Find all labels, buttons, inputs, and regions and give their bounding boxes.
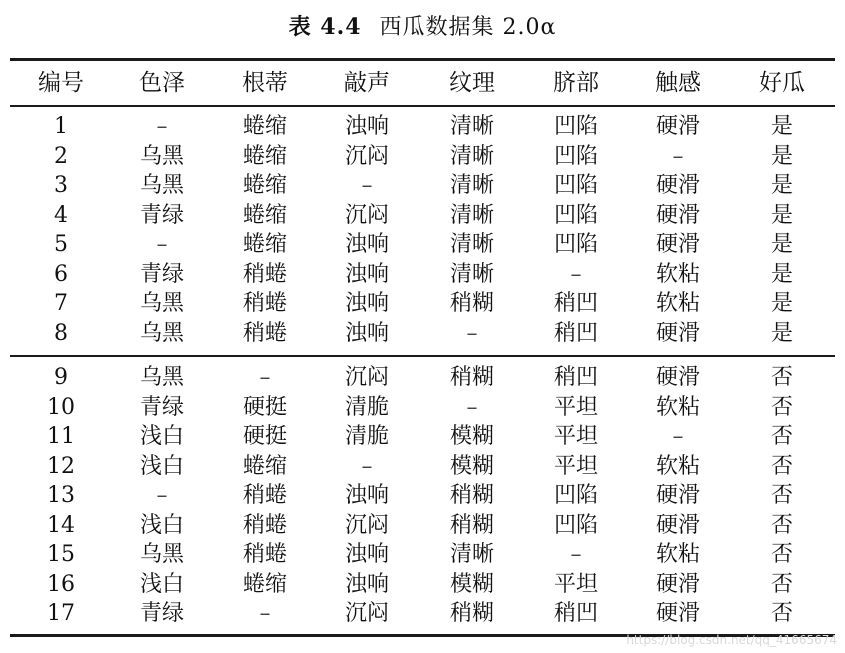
table-cell-navel: 平坦: [553, 571, 598, 597]
table-cell-root: 蜷缩: [242, 143, 287, 169]
table-cell-sound: 沉闷: [344, 365, 389, 390]
table-cell-root: 稍蜷: [242, 483, 287, 508]
table-cell-touch: 软粘: [655, 291, 700, 316]
table-cell-root: 蜷缩: [242, 232, 287, 257]
table-row: [10, 570, 835, 600]
table-cell-touch: 软粘: [655, 542, 700, 567]
table-cell-color: 乌黑: [139, 320, 184, 346]
table-cell-texture: 清晰: [449, 542, 494, 567]
table-cell-sound: 沉闷: [344, 512, 389, 538]
table-caption: [0, 10, 845, 41]
table-cell-texture: 清晰: [449, 261, 494, 287]
table-cell-id: 14: [47, 512, 75, 538]
table-cell-root: 蜷缩: [242, 202, 287, 228]
table-cell-navel: 凹陷: [553, 114, 598, 139]
table-cell-label: 是: [770, 320, 793, 346]
group-separator-rule: [10, 355, 835, 357]
table-cell-texture: 模糊: [449, 571, 494, 597]
table-cell-color: 青绿: [139, 202, 184, 228]
table-row: [10, 481, 835, 511]
table-row: [10, 319, 835, 349]
table-cell-texture: 稍糊: [449, 601, 494, 626]
table-cell-navel: 凹陷: [553, 173, 598, 198]
table-cell-color: 青绿: [139, 601, 184, 626]
table-cell-navel: –: [570, 542, 582, 567]
table-cell-label: 否: [770, 394, 793, 420]
table-cell-label: 否: [770, 365, 793, 390]
table-cell-id: 2: [54, 143, 68, 169]
table-cell-label: 是: [770, 173, 793, 198]
header-col-sound: 敲声: [344, 70, 390, 96]
table-cell-label: 是: [770, 232, 793, 257]
table-cell-sound: 浊响: [344, 291, 389, 316]
table-cell-id: 9: [54, 365, 68, 390]
table-cell-navel: –: [570, 261, 582, 287]
table-cell-root: 稍蜷: [242, 512, 287, 538]
header-col-touch: 触感: [655, 70, 701, 96]
table-cell-id: 6: [54, 261, 68, 287]
table-cell-root: 稍蜷: [242, 320, 287, 346]
table-cell-color: –: [156, 483, 168, 508]
table-cell-navel: 稍凹: [553, 601, 598, 626]
table-cell-sound: –: [361, 173, 373, 198]
table-cell-color: 浅白: [139, 571, 184, 597]
table-header-row: [10, 62, 835, 104]
table-cell-label: 是: [770, 202, 793, 228]
table-cell-sound: 浊响: [344, 232, 389, 257]
table-cell-root: –: [259, 601, 271, 626]
table-cell-navel: 凹陷: [553, 232, 598, 257]
header-col-root: 根蒂: [242, 70, 288, 96]
table-cell-label: 否: [770, 453, 793, 479]
table-cell-label: 是: [770, 143, 793, 169]
table-cell-id: 4: [54, 202, 68, 228]
table-cell-navel: 凹陷: [553, 143, 598, 169]
table-cell-label: 否: [770, 424, 793, 449]
table-cell-color: 乌黑: [139, 173, 184, 198]
table-cell-id: 12: [47, 453, 75, 479]
table-cell-texture: 清晰: [449, 173, 494, 198]
table-cell-id: 10: [47, 394, 75, 420]
table-cell-color: 浅白: [139, 512, 184, 538]
table-row: [10, 540, 835, 570]
table-cell-id: 7: [54, 291, 68, 316]
header-col-id: 编号: [38, 70, 84, 96]
table-cell-texture: 稍糊: [449, 483, 494, 508]
table-cell-texture: 清晰: [449, 202, 494, 228]
table-cell-touch: 硬滑: [655, 173, 700, 198]
table-cell-label: 是: [770, 114, 793, 139]
table-cell-id: 8: [54, 320, 68, 346]
table-cell-id: 1: [54, 114, 68, 139]
table-cell-id: 17: [47, 601, 75, 626]
table-cell-texture: 稍糊: [449, 291, 494, 316]
table-cell-color: 乌黑: [139, 291, 184, 316]
table-cell-texture: 清晰: [449, 232, 494, 257]
table-cell-navel: 凹陷: [553, 512, 598, 538]
table-cell-sound: 浊响: [344, 261, 389, 287]
table-cell-color: –: [156, 114, 168, 139]
table-cell-root: 硬挺: [242, 394, 287, 420]
table-cell-root: 稍蜷: [242, 261, 287, 287]
table-cell-touch: 软粘: [655, 394, 700, 420]
table-cell-texture: 模糊: [449, 453, 494, 479]
table-row: [10, 422, 835, 452]
table-cell-navel: 平坦: [553, 394, 598, 420]
table-cell-color: 青绿: [139, 261, 184, 287]
table-cell-label: 否: [770, 601, 793, 626]
table-cell-sound: 浊响: [344, 320, 389, 346]
table-cell-sound: 沉闷: [344, 202, 389, 228]
table-cell-id: 5: [54, 232, 68, 257]
table-cell-touch: –: [672, 424, 684, 449]
table-cell-root: 稍蜷: [242, 542, 287, 567]
table-cell-color: 乌黑: [139, 542, 184, 567]
header-col-label: 好瓜: [759, 70, 805, 96]
table-cell-sound: 清脆: [344, 424, 389, 449]
table-cell-texture: 清晰: [449, 114, 494, 139]
top-rule: [10, 58, 835, 61]
table-cell-texture: 稍糊: [449, 365, 494, 390]
table-cell-navel: 稍凹: [553, 291, 598, 316]
table-row: [10, 260, 835, 290]
table-cell-sound: 浊响: [344, 114, 389, 139]
table-cell-root: 蜷缩: [242, 173, 287, 198]
table-cell-sound: 浊响: [344, 571, 389, 597]
table-cell-id: 11: [47, 424, 75, 449]
table-cell-root: 硬挺: [242, 424, 287, 449]
table-cell-id: 15: [47, 542, 75, 567]
table-cell-label: 是: [770, 261, 793, 287]
table-row: [10, 289, 835, 319]
table-cell-touch: 硬滑: [655, 202, 700, 228]
table-cell-root: 稍蜷: [242, 291, 287, 316]
table-number: 表 4.4: [288, 14, 362, 40]
table-cell-sound: 沉闷: [344, 601, 389, 626]
table-cell-touch: 硬滑: [655, 320, 700, 346]
table-cell-touch: 硬滑: [655, 601, 700, 626]
table-cell-id: 3: [54, 173, 68, 198]
table-cell-color: 乌黑: [139, 143, 184, 169]
table-cell-touch: 硬滑: [655, 114, 700, 139]
table-row: [10, 230, 835, 260]
table-cell-touch: 硬滑: [655, 483, 700, 508]
table-cell-navel: 稍凹: [553, 365, 598, 390]
table-row: [10, 201, 835, 231]
table-row: [10, 599, 835, 629]
table-row: [10, 452, 835, 482]
table-row: [10, 171, 835, 201]
header-col-color: 色泽: [139, 70, 185, 96]
header-rule: [10, 105, 835, 107]
table-cell-color: 浅白: [139, 453, 184, 479]
table-cell-sound: 沉闷: [344, 143, 389, 169]
table-cell-id: 13: [47, 483, 75, 508]
table-cell-color: 乌黑: [139, 365, 184, 390]
table-cell-label: 否: [770, 571, 793, 597]
table-cell-label: 是: [770, 291, 793, 316]
table-row: [10, 363, 835, 393]
table-cell-root: 蜷缩: [242, 453, 287, 479]
table-cell-color: 浅白: [139, 424, 184, 449]
table-cell-touch: 硬滑: [655, 512, 700, 538]
table-cell-touch: 硬滑: [655, 232, 700, 257]
watermark: https://blog.csdn.net/qq_41665674: [626, 633, 837, 647]
table-cell-touch: 硬滑: [655, 571, 700, 597]
table-cell-color: –: [156, 232, 168, 257]
table-cell-sound: 浊响: [344, 542, 389, 567]
table-cell-navel: 凹陷: [553, 483, 598, 508]
header-col-texture: 纹理: [449, 70, 495, 96]
header-col-navel: 脐部: [553, 70, 599, 96]
table-cell-navel: 凹陷: [553, 202, 598, 228]
table-cell-texture: 稍糊: [449, 512, 494, 538]
table-cell-root: 蜷缩: [242, 114, 287, 139]
table-cell-texture: 模糊: [449, 424, 494, 449]
table-row: [10, 112, 835, 142]
table-cell-navel: 平坦: [553, 453, 598, 479]
table-cell-texture: –: [466, 320, 478, 346]
table-row: [10, 393, 835, 423]
table-cell-root: –: [259, 365, 271, 390]
table-cell-touch: –: [672, 143, 684, 169]
table-cell-sound: –: [361, 453, 373, 479]
table-cell-label: 否: [770, 483, 793, 508]
table-cell-label: 否: [770, 512, 793, 538]
table-cell-id: 16: [47, 571, 75, 597]
table-cell-texture: 清晰: [449, 143, 494, 169]
table-row: [10, 511, 835, 541]
table-cell-label: 否: [770, 542, 793, 567]
table-row: [10, 142, 835, 172]
table-cell-color: 青绿: [139, 394, 184, 420]
table-cell-navel: 平坦: [553, 424, 598, 449]
table-cell-sound: 浊响: [344, 483, 389, 508]
table-cell-texture: –: [466, 394, 478, 420]
table-cell-touch: 软粘: [655, 453, 700, 479]
table-cell-root: 蜷缩: [242, 571, 287, 597]
table-cell-navel: 稍凹: [553, 320, 598, 346]
table-title: 西瓜数据集 2.0α: [379, 15, 557, 40]
table-cell-touch: 软粘: [655, 261, 700, 287]
table-cell-sound: 清脆: [344, 394, 389, 420]
table-cell-touch: 硬滑: [655, 365, 700, 390]
